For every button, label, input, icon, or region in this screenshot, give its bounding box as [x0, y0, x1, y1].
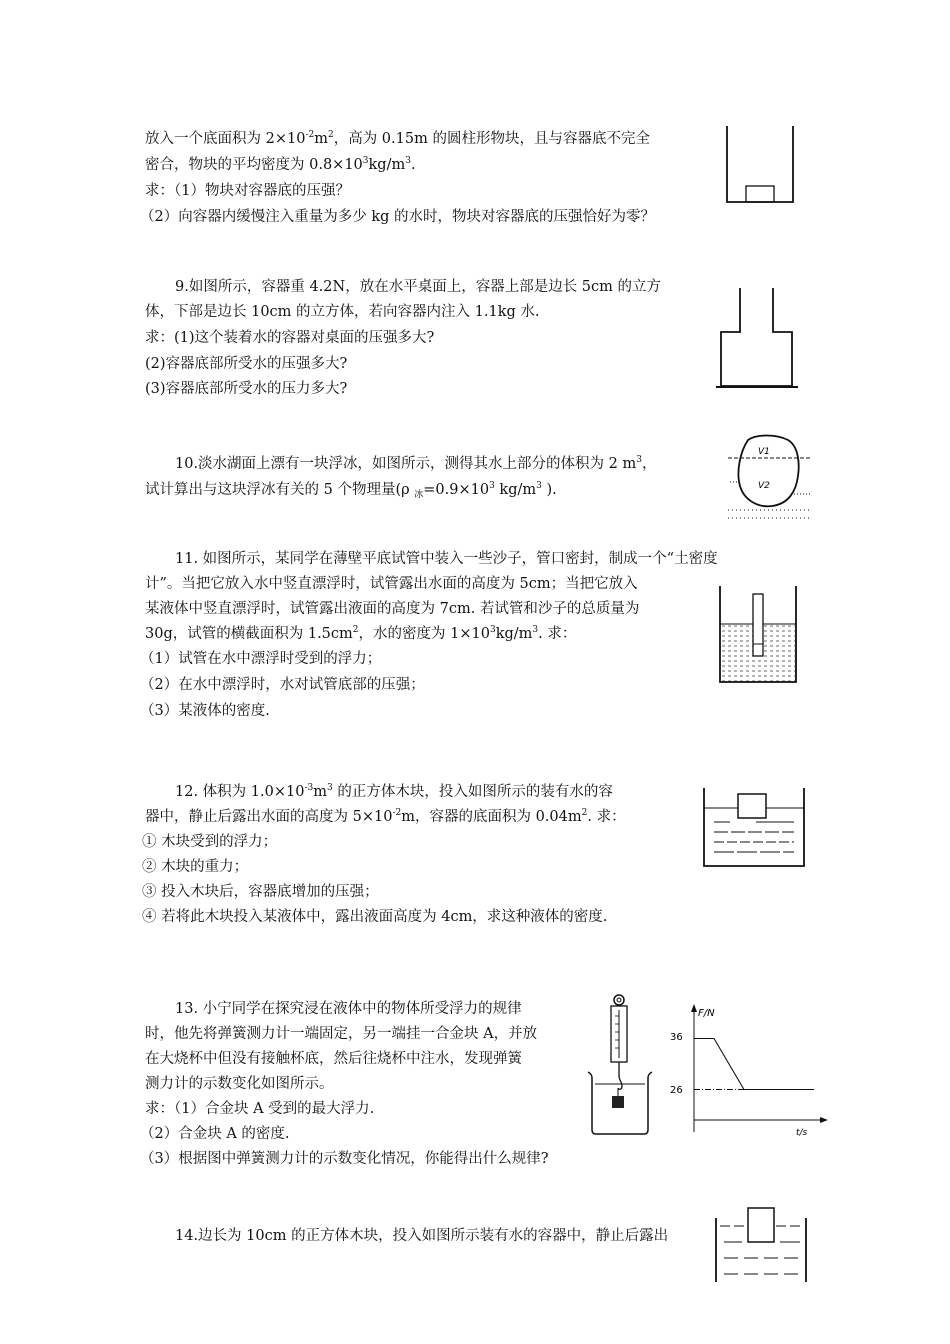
q13-line-3: 在大烧杯中但没有接触杯底，然后往烧杯中注水，发现弹簧 [145, 1051, 522, 1067]
chart-xlabel: t/s [796, 1128, 808, 1138]
q13-line-1: 13. 小宁同学在探究浸在液体中的物体所受浮力的规律 [175, 1001, 522, 1017]
q10-ice-figure [728, 432, 812, 524]
q9-container-figure [716, 286, 798, 392]
q8-container-figure [722, 124, 798, 206]
q11-line-3: 某液体中竖直漂浮时，试管露出液面的高度为 7cm. 若试管和沙子的总质量为 [145, 601, 640, 617]
q11-line-7: （3）某液体的密度. [140, 703, 270, 719]
q9-line-5: (3)容器底部所受水的压力多大? [145, 381, 348, 397]
chart-ytick-label-36: 36 [670, 1032, 683, 1043]
q13-line-2: 时，他先将弹簧测力计一端固定，另一端挂一合金块 A，并放 [145, 1026, 538, 1042]
q11-line-4: 30g，试管的横截面积为 $1.5cm^2$，水的密度为 $1\times 10^3kg/m^3$. 求： [145, 625, 577, 642]
q9-line-3: 求：(1)这个装着水的容器对桌面的压强多大? [145, 330, 435, 346]
q14-wood-block-figure [712, 1204, 810, 1284]
q12-line-5: ③ 投入木块后，容器底增加的压强； [142, 884, 379, 900]
q12-line-4: ② 木块的重力； [142, 859, 249, 875]
q12-wood-block-figure [700, 786, 808, 870]
q14-line-1: 14.边长为 10cm 的正方体木块，投入如图所示装有水的容器中，静止后露出 [175, 1228, 669, 1244]
q12-line-3: ① 木块受到的浮力； [142, 834, 278, 850]
q8-line-3: 求：（1）物块对容器底的压强？ [145, 183, 350, 199]
ice-label-v2: V2 [758, 481, 770, 491]
chart-ytick-label-26: 26 [670, 1085, 683, 1096]
q8-line-2: 密合，物块的平均密度为 $0.8\times 10^3kg/m^3$. [145, 156, 416, 173]
ice-label-v1: V1 [758, 447, 770, 457]
q12-line-1: 12. 体积为 $1.0\times 10^{-3}m^3$ 的正方体木块，投入如图所示的装有水的容 [175, 783, 613, 800]
q13-line-7: （3）根据图中弹簧测力计的示数变化情况，你能得出什么规律? [140, 1151, 549, 1167]
chart-x-axis-arrow [820, 1117, 828, 1123]
q11-line-1: 11. 如图所示，某同学在薄壁平底试管中装入一些沙子，管口密封，制成一个“土密度 [175, 551, 718, 567]
q12-line-2: 器中，静止后露出水面的高度为 $5\times 10^{-2}m$，容器的底面积为 $0.04m^2$. 求： [145, 808, 626, 825]
q8-line-1: 放入一个底面积为 $2\times 10^{-2}m^2$，高为 0.15m 的圆柱形物块，且与容器底不完全 [145, 130, 650, 147]
q11-line-5: （1）试管在水中漂浮时受到的浮力； [140, 651, 382, 667]
q13-spring-scale-figure [584, 992, 656, 1138]
q13-force-time-chart [660, 1002, 832, 1138]
q9-line-4: (2)容器底部所受水的压强多大? [145, 356, 348, 372]
q12-line-6: ④ 若将此木块投入某液体中，露出液面高度为 4cm，求这种液体的密度. [142, 909, 608, 925]
q10-line-1: 10.淡水湖面上漂有一块浮冰，如图所示，测得其水上部分的体积为 2 $m^3$， [175, 455, 657, 472]
q9-line-1: 9.如图所示，容器重 4.2N，放在水平桌面上，容器上部是边长 5cm 的立方 [175, 279, 662, 295]
q13-line-6: （2）合金块 A 的密度. [140, 1126, 290, 1142]
q11-line-6: （2）在水中漂浮时，水对试管底部的压强； [140, 677, 425, 693]
q11-test-tube-figure [716, 584, 800, 688]
chart-series-line [694, 1039, 814, 1090]
q11-line-2: 计”。当把它放入水中竖直漂浮时，试管露出水面的高度为 5cm；当把它放入 [145, 576, 638, 592]
q8-line-4: （2）向容器内缓慢注入重量为多少 kg 的水时，物块对容器底的压强恰好为零？ [140, 209, 656, 225]
q9-line-2: 体，下部是边长 10cm 的立方体，若向容器内注入 1.1kg 水. [145, 304, 540, 320]
q10-line-2: 试计算出与这块浮冰有关的 5 个物理量(ρ $_冰=0.9\times 10^3$ $kg/m^3$ ). [145, 481, 557, 500]
q13-line-4: 测力计的示数变化如图所示。 [145, 1076, 334, 1092]
chart-y-axis-arrow [691, 1004, 697, 1012]
q13-line-5: 求：（1）合金块 A 受到的最大浮力. [145, 1101, 375, 1117]
chart-ylabel: F/N [698, 1008, 715, 1019]
